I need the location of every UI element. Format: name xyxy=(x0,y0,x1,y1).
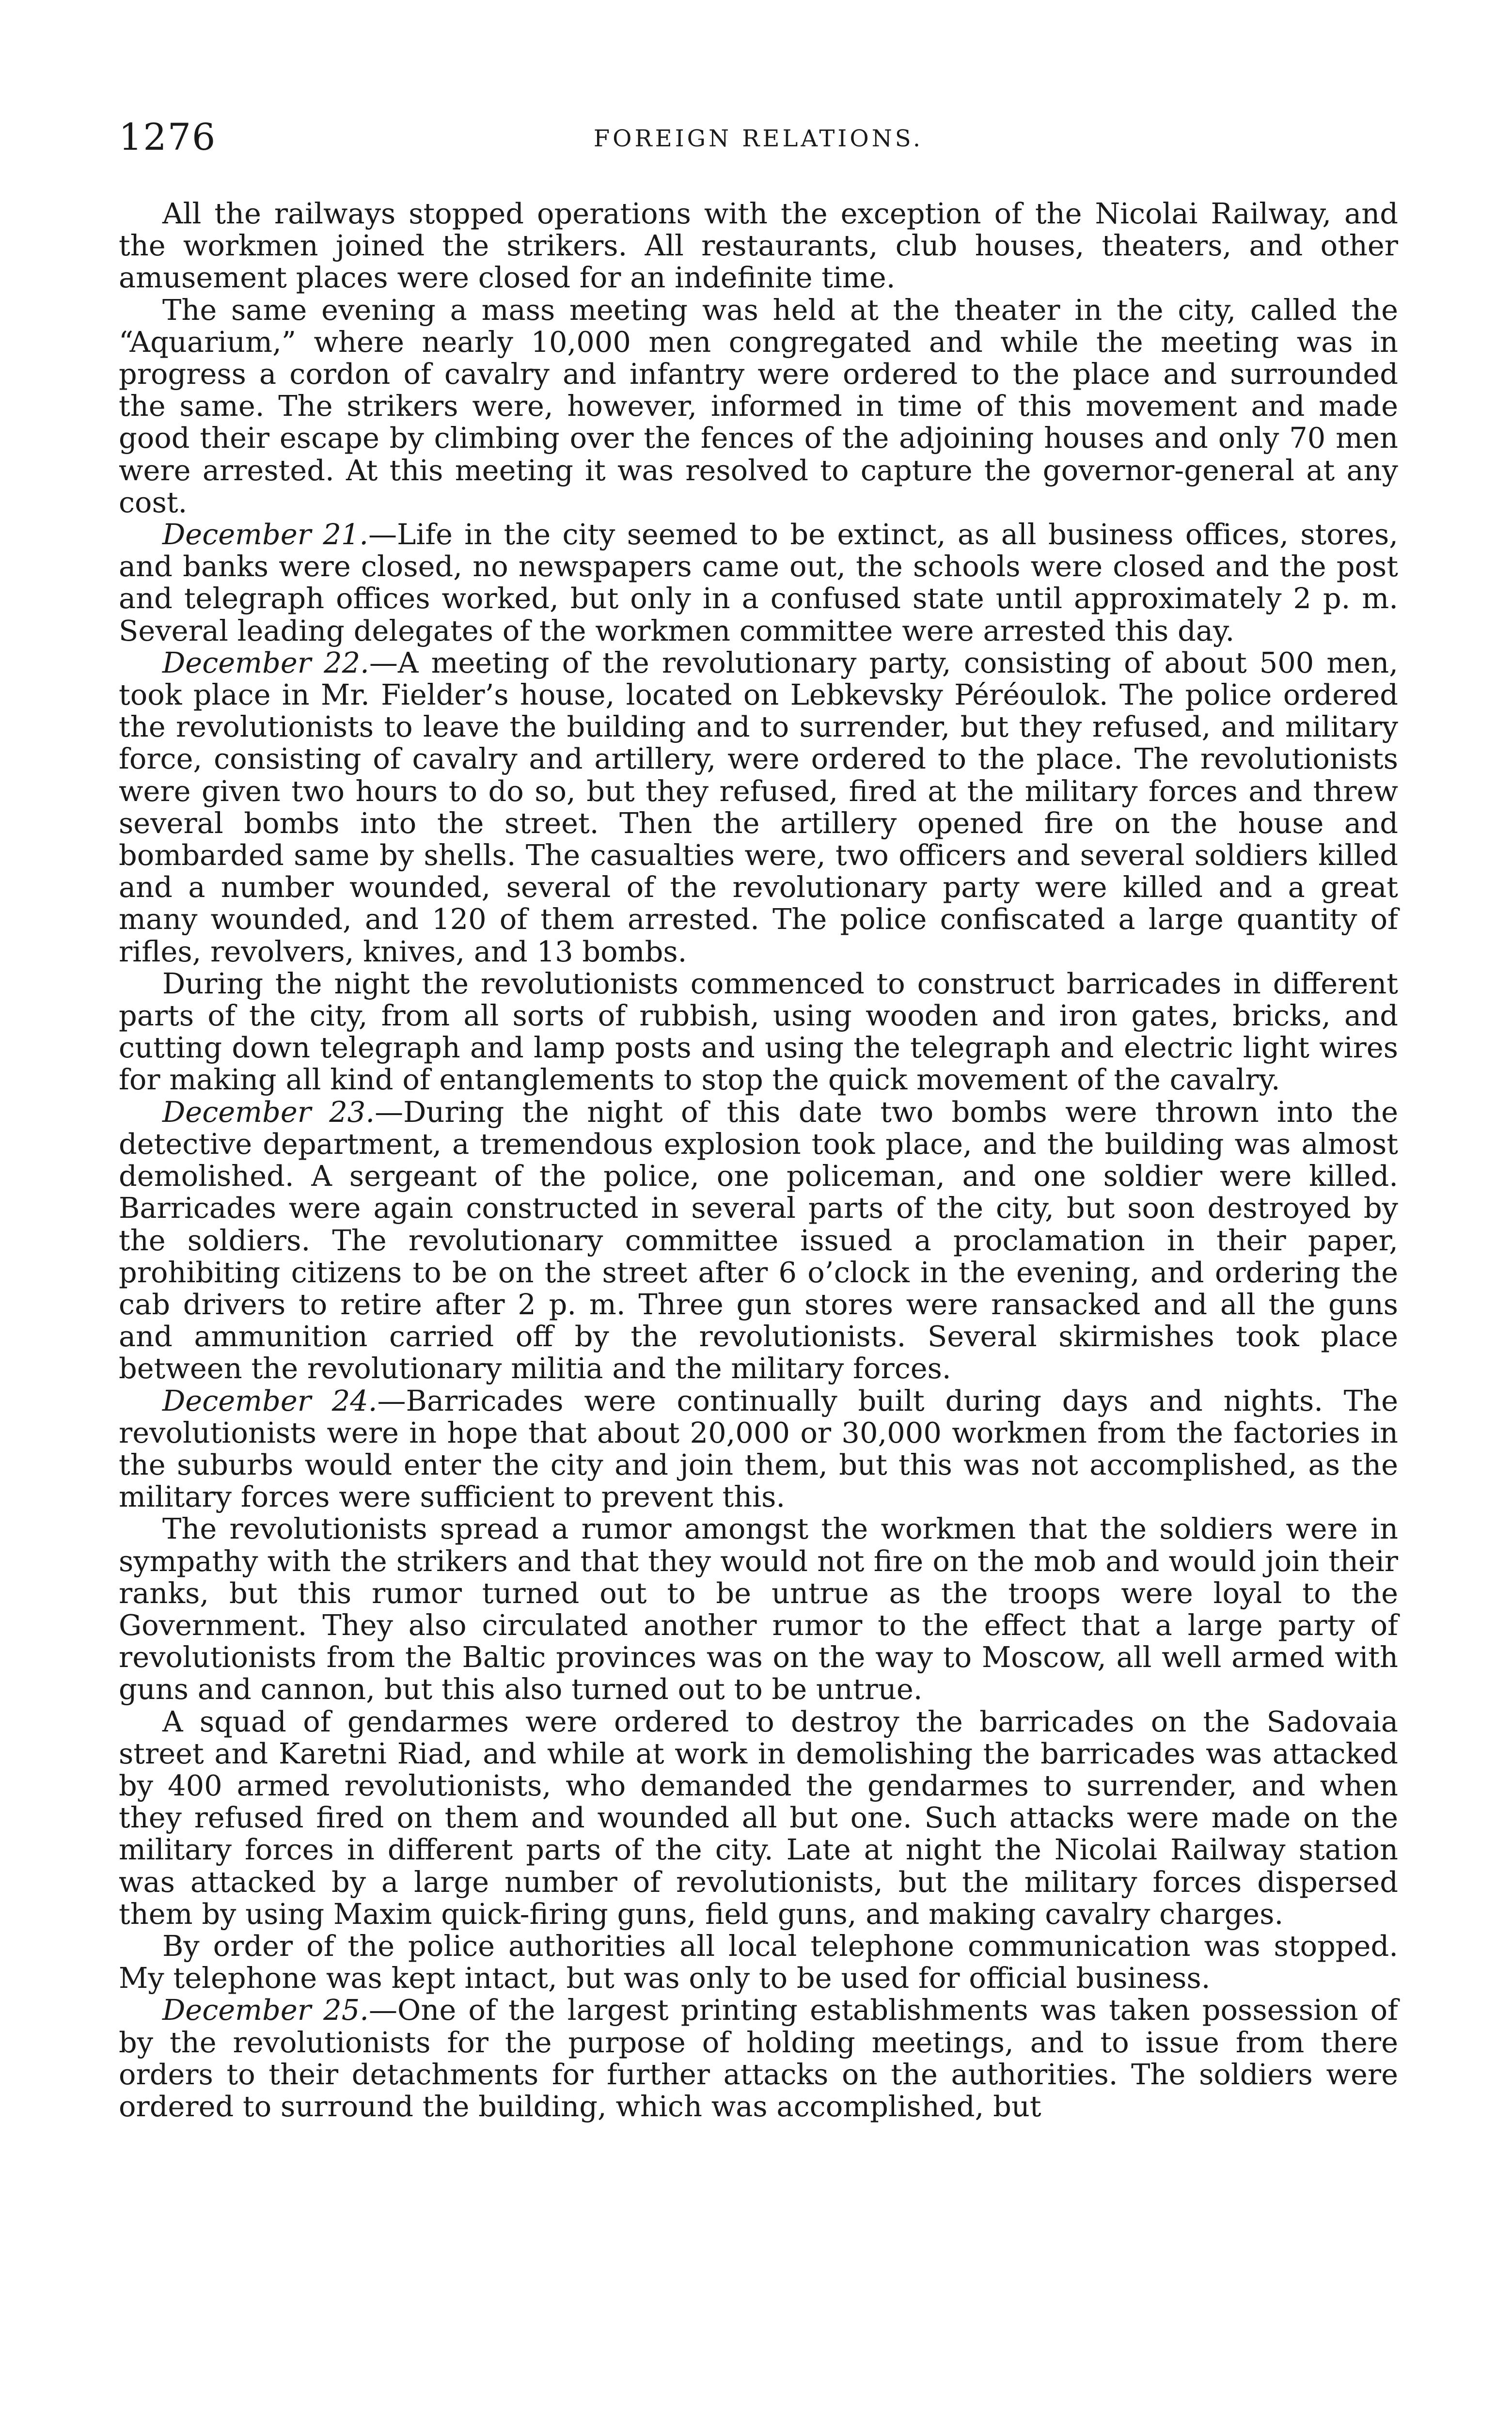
paragraph xyxy=(119,1706,1398,1930)
page-number: 1276 xyxy=(119,115,217,158)
paragraph xyxy=(119,519,1398,647)
paragraph-text: —Life in the city seemed to be extinct, as all business offices, stores, and banks were closed, no newspapers came out, the schools were closed and the post and telegraph offices worked, but only in a confused state until approximately 2 p. m. Several leading delegates of the workmen committee were arrested this day. xyxy=(119,518,1398,647)
page-header xyxy=(119,115,1398,169)
paragraph xyxy=(119,1096,1398,1385)
paragraph xyxy=(119,294,1398,519)
paragraph-text: —One of the largest printing establishments was taken possession of by the revolutionists for the purpose of holding meetings, and to issue from there orders to their detachments for further attacks on the authorities. The soldiers were ordered to surround the building, which was accomplished, but xyxy=(119,1993,1398,2123)
paragraph-text: —During the night of this date two bombs were thrown into the detective department, a tremendous explosion took place, and the building was almost demolished. A sergeant of the police, one policeman, and one soldier were killed. Barricades were again constructed in several parts of the city, but soon destroyed by the soldiers. The revolutionary committee issued a proclamation in their paper, prohibiting citizens to be on the street after 6 o’clock in the evening, and ordering the cab drivers to retire after 2 p. m. Three gun stores were ransacked and all the guns and ammunition carried off by the revolutionists. Several skirmishes took place between the revolutionary militia and the military forces. xyxy=(119,1095,1398,1385)
running-title: FOREIGN RELATIONS. xyxy=(593,125,924,152)
paragraph-date: December 22. xyxy=(162,645,369,679)
paragraph-text: The same evening a mass meeting was held at the theater in the city, called the “Aquarium,” where nearly 10,000 men congregated and while the meeting was in progress a cordon of cavalry and infantry were ordered to the place and surrounded the same. The strikers were, however, informed in time of this movement and made good their escape by climbing over the fences of the adjoining houses and only 70 men were arrested. At this meeting it was resolved to capture the governor-general at any cost. xyxy=(119,293,1398,519)
paragraph xyxy=(119,968,1398,1096)
paragraph-date: December 23. xyxy=(162,1095,375,1129)
paragraph-text: During the night the revolutionists commenced to construct barricades in different parts of the city, from all sorts of rubbish, using wooden and iron gates, bricks, and cutting down telegraph and lamp posts and using the telegraph and electric light wires for making all kind of entanglements to stop the quick movement of the cavalry. xyxy=(119,966,1398,1097)
paragraph-date: December 25. xyxy=(162,1993,369,2027)
body-text xyxy=(119,198,1398,2123)
paragraph-text: The revolutionists spread a rumor amongst the workmen that the soldiers were in sympathy with the strikers and that they would not fire on the mob and would join their ranks, but this rumor turned out to be untrue as the troops were loyal to the Government. They also circulated another rumor to the effect that a large party of revolutionists from the Baltic provinces was on the way to Moscow, all well armed with guns and cannon, but this also turned out to be untrue. xyxy=(119,1512,1398,1706)
paragraph-text: By order of the police authorities all local telephone communication was stopped. My telephone was kept intact, but was only to be used for official business. xyxy=(119,1929,1398,1995)
paragraph-text: A squad of gendarmes were ordered to destroy the barricades on the Sadovaia street and Karetni Riad, and while at work in demolishing the barricades was attacked by 400 armed revolutionists, who demanded the gendarmes to surrender, and when they refused fired on them and wounded all but one. Such attacks were made on the military forces in different parts of the city. Late at night the Nicolai Railway station was attacked by a large number of revolutionists, but the military forces dispersed them by using Maxim quick-firing guns, field guns, and making cavalry charges. xyxy=(119,1704,1398,1931)
paragraph xyxy=(119,1930,1398,1994)
paragraph xyxy=(119,1994,1398,2123)
paragraph xyxy=(119,647,1398,968)
paragraph-date: December 21. xyxy=(162,518,369,551)
paragraph xyxy=(119,1513,1398,1705)
paragraph xyxy=(119,1385,1398,1513)
paragraph xyxy=(119,198,1398,294)
paragraph-text: —Barricades were continually built during days and nights. The revolutionists were in hope that about 20,000 or 30,000 workmen from the factories in the suburbs would enter the city and join them, but this was not accomplished, as the military forces were sufficient to prevent this. xyxy=(119,1384,1398,1514)
paragraph-text: All the railways stopped operations with the exception of the Nicolai Railway, and the workmen joined the strikers. All restaurants, club houses, theaters, and other amusement places were closed for an indefinite time. xyxy=(119,197,1398,295)
paragraph-date: December 24. xyxy=(162,1384,378,1417)
paragraph-text: —A meeting of the revolutionary party, consisting of about 500 men, took place in Mr. Fielder’s house, located on Lebkevsky Péréoulok. The police ordered the revolutionists to leave the building and to surrender, but they refused, and military force, consisting of cavalry and artillery, were ordered to the place. The revolutionists were given two hours to do so, but they refused, fired at the military forces and threw several bombs into the street. Then the artillery opened fire on the house and bombarded same by shells. The casualties were, two officers and several soldiers killed and a number wounded, several of the revolutionary party were killed and a great many wounded, and 120 of them arrested. The police confiscated a large quantity of rifles, revolvers, knives, and 13 bombs. xyxy=(119,645,1398,968)
